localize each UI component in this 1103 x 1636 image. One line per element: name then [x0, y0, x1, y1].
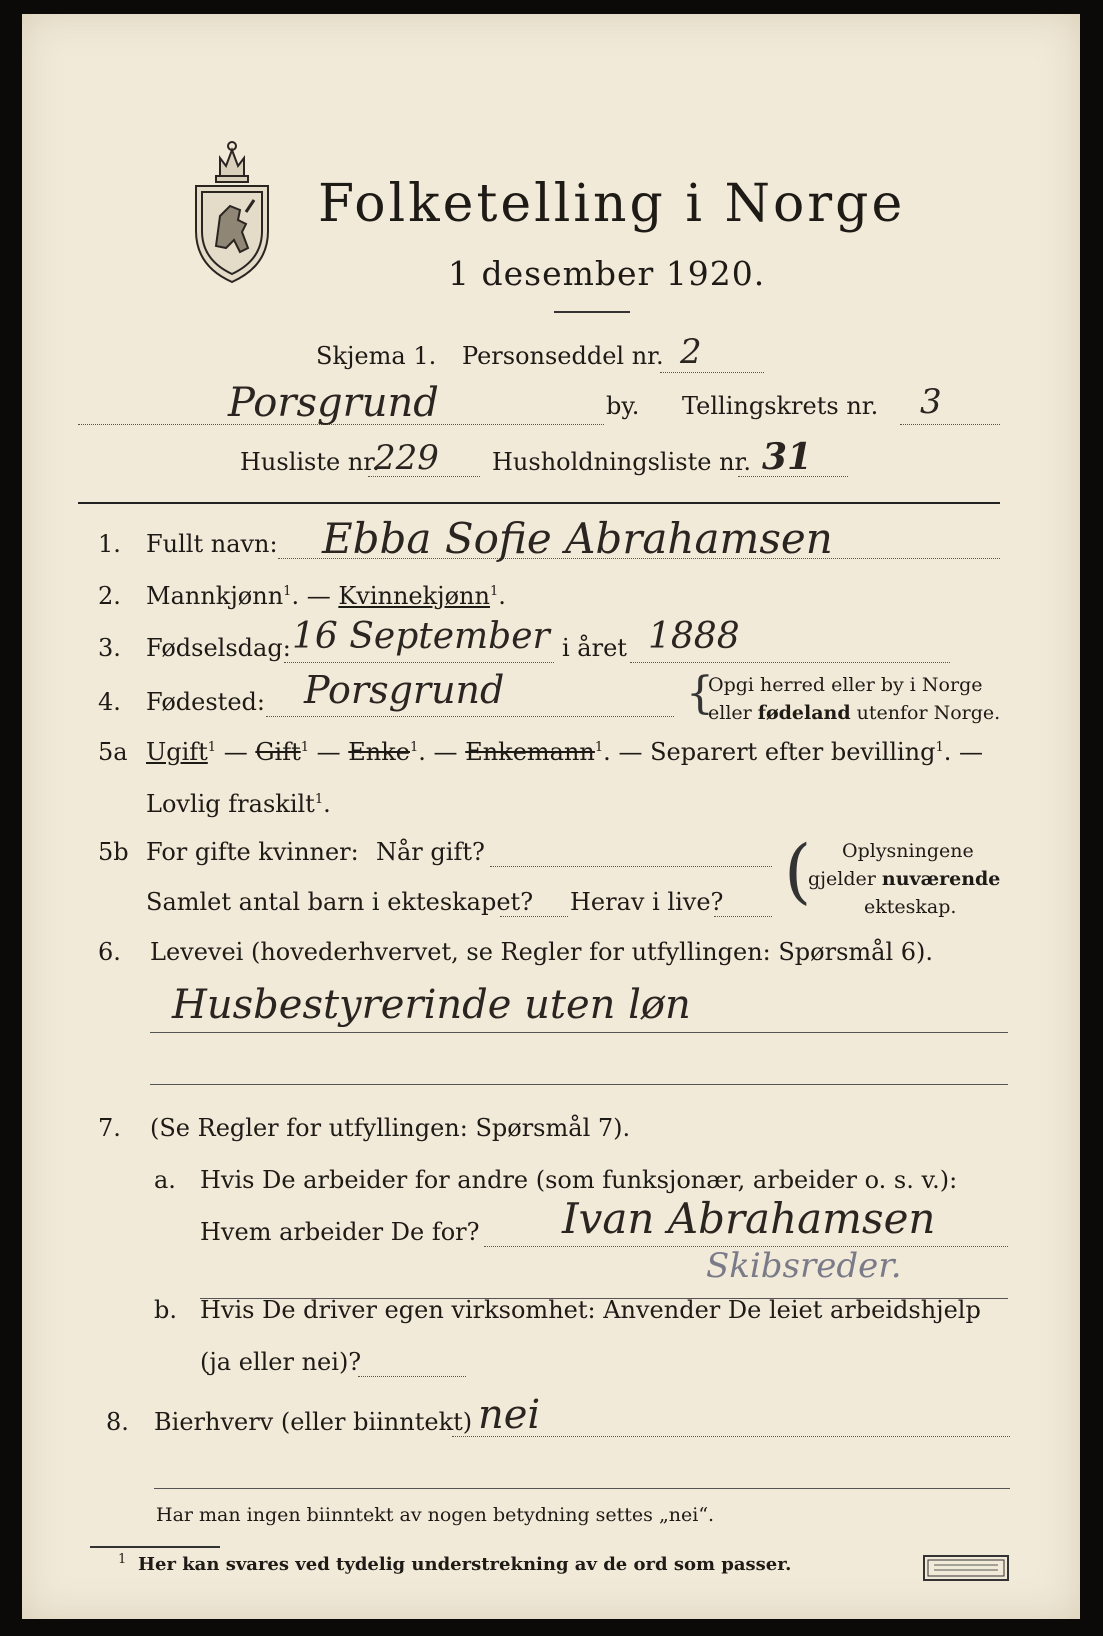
schema-label: Skjema 1. [316, 342, 437, 370]
full-name-value: Ebba Sofie Abrahamsen [322, 514, 833, 563]
q7a-question: Hvem arbeider De for? [200, 1218, 480, 1246]
option-separert: Separert efter bevilling [650, 738, 936, 766]
husholdning-value: 31 [762, 436, 813, 478]
q5a-number: 5a [98, 738, 128, 766]
personseddel-line [660, 372, 764, 373]
q7a-letter: a. [154, 1166, 176, 1194]
coat-of-arms-icon [190, 136, 274, 286]
husliste-label: Husliste nr. [240, 448, 380, 476]
year-line [630, 662, 950, 663]
option-ugift: Ugift [146, 738, 208, 766]
q1-number: 1. [98, 530, 121, 558]
q8-label: Bierhverv (eller biinntekt) [154, 1408, 473, 1436]
q1-label: Fullt navn: [146, 530, 278, 558]
tellingskrets-line [900, 424, 1000, 425]
option-fraskilt: Lovlig fraskilt$^1$. [146, 790, 331, 818]
q7b-letter: b. [154, 1296, 177, 1324]
q6-line-1 [150, 1032, 1008, 1033]
q2-options: Mannkjønn$^1$. — Kvinnekjønn$^1$. [146, 582, 506, 610]
q5b-label: For gifte kvinner: [146, 838, 359, 866]
q4-brace: { [686, 668, 714, 719]
q4-note-1: Opgi herred eller by i Norge [708, 674, 983, 696]
birth-year-value: 1888 [648, 616, 740, 657]
q8-line-2 [154, 1488, 1010, 1489]
q5b-note-2: gjelder nuværende [808, 868, 1001, 890]
tellingskrets-value: 3 [920, 382, 942, 422]
birthplace-value: Porsgrund [304, 668, 505, 712]
q3-line [284, 662, 554, 663]
q5b-brace: ( [784, 830, 812, 912]
q6-line-2 [150, 1084, 1008, 1085]
personseddel-label: Personseddel nr. [462, 342, 664, 370]
alive-line [714, 916, 772, 917]
q3-number: 3. [98, 634, 121, 662]
q6-number: 6. [98, 938, 121, 966]
side-income-value: nei [478, 1392, 541, 1438]
title-divider [554, 311, 630, 313]
q7b-text: Hvis De driver egen virksomhet: Anvender De leiet arbeidshjelp [200, 1296, 981, 1324]
q8-number: 8. [106, 1408, 129, 1436]
q4-label: Fødested: [146, 688, 265, 716]
married-when-label: Når gift? [376, 838, 485, 866]
q5b-note-3: ekteskap. [864, 896, 957, 918]
q5b-note-1: Oplysningene [842, 840, 974, 862]
birthday-value: 16 September [292, 616, 550, 657]
husliste-value: 229 [374, 438, 439, 478]
alive-label: Herav i live? [570, 888, 724, 916]
q6-label: Levevei (hovederhvervet, se Regler for utfyllingen: Spørsmål 6). [150, 938, 934, 966]
option-male: Mannkjønn [146, 582, 284, 610]
q7-number: 7. [98, 1114, 121, 1142]
q2-number: 2. [98, 582, 121, 610]
q7-label: (Se Regler for utfyllingen: Spørsmål 7). [150, 1114, 631, 1142]
q7b-question: (ja eller nei)? [200, 1348, 362, 1376]
married-when-line [490, 866, 772, 867]
occupation-value: Husbestyrerinde uten løn [172, 982, 691, 1028]
children-label: Samlet antal barn i ekteskapet? [146, 888, 534, 916]
year-label: i året [562, 634, 627, 662]
by-label: by. [606, 392, 640, 420]
form-title: Folketelling i Norge [318, 174, 906, 234]
option-enke: Enke [348, 738, 410, 766]
census-form [22, 14, 1080, 1619]
children-line [500, 916, 568, 917]
header-rule [78, 502, 1000, 504]
personseddel-value: 2 [680, 332, 702, 372]
q7b-line [358, 1376, 466, 1377]
q7a-text: Hvis De arbeider for andre (som funksjonær, arbeider o. s. v.): [200, 1166, 958, 1194]
employer-title-value: Skibsreder. [706, 1246, 902, 1286]
employer-value: Ivan Abrahamsen [562, 1194, 936, 1243]
option-enkemann: Enkemann [465, 738, 595, 766]
option-female: Kvinnekjønn [338, 582, 490, 610]
tellingskrets-label: Tellingskrets nr. [682, 392, 879, 420]
q5b-number: 5b [98, 838, 129, 866]
footnote-text: Her kan svares ved tydelig understrekning av de ord som passer. [138, 1554, 792, 1575]
q4-note-2: eller fødeland utenfor Norge. [708, 702, 1001, 724]
census-date: 1 desember 1920. [448, 254, 766, 293]
q5a-options: Ugift$^1$ — Gift$^1$ — Enke$^1$. — Enkemann$^1$. — Separert efter bevilling$^1$. — [146, 738, 984, 766]
nei-note: Har man ingen biinntekt av nogen betydning settes „nei“. [156, 1504, 715, 1526]
footnote-rule [90, 1546, 220, 1548]
footnote-marker: 1 [118, 1552, 127, 1567]
option-gift: Gift [255, 738, 301, 766]
printer-stamp-icon [922, 1554, 1010, 1582]
q4-number: 4. [98, 688, 121, 716]
husholdning-label: Husholdningsliste nr. [492, 448, 751, 476]
q4-line [266, 716, 674, 717]
city-value: Porsgrund [228, 380, 439, 426]
q3-label: Fødselsdag: [146, 634, 291, 662]
